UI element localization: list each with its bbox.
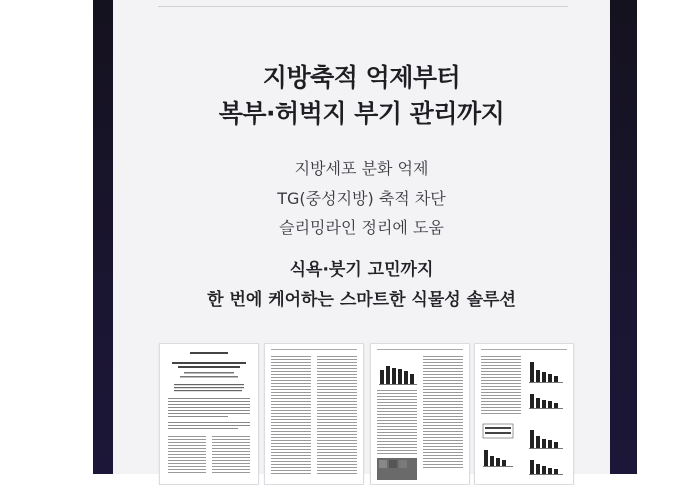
summary-line-1: 식욕·붓기 고민까지 — [289, 260, 434, 280]
benefit-1: 지방세포 분화 억제 — [294, 159, 429, 178]
paper-page-thumbnail-figure — [370, 343, 470, 485]
paper-page-thumbnail-charts — [474, 343, 574, 485]
chart-page-image — [475, 344, 573, 484]
paper-page-thumbnail-text — [264, 343, 364, 485]
summary-line-2: 한 번에 케어하는 스마트한 식물성 솔루션 — [207, 290, 516, 310]
figure-page-image — [371, 344, 469, 484]
headline-line-2: 복부·허벅지 부기 관리까지 — [218, 99, 505, 128]
title-page-image — [160, 344, 258, 484]
benefit-3: 슬리밍라인 정리에 도움 — [279, 218, 444, 237]
text-page-image — [265, 344, 363, 484]
paper-page-thumbnail-title — [159, 343, 259, 485]
benefit-2: TG(중성지방) 축적 차단 — [277, 189, 446, 208]
headline-line-1: 지방축적 억제부터 — [262, 63, 461, 92]
top-divider — [158, 6, 568, 7]
